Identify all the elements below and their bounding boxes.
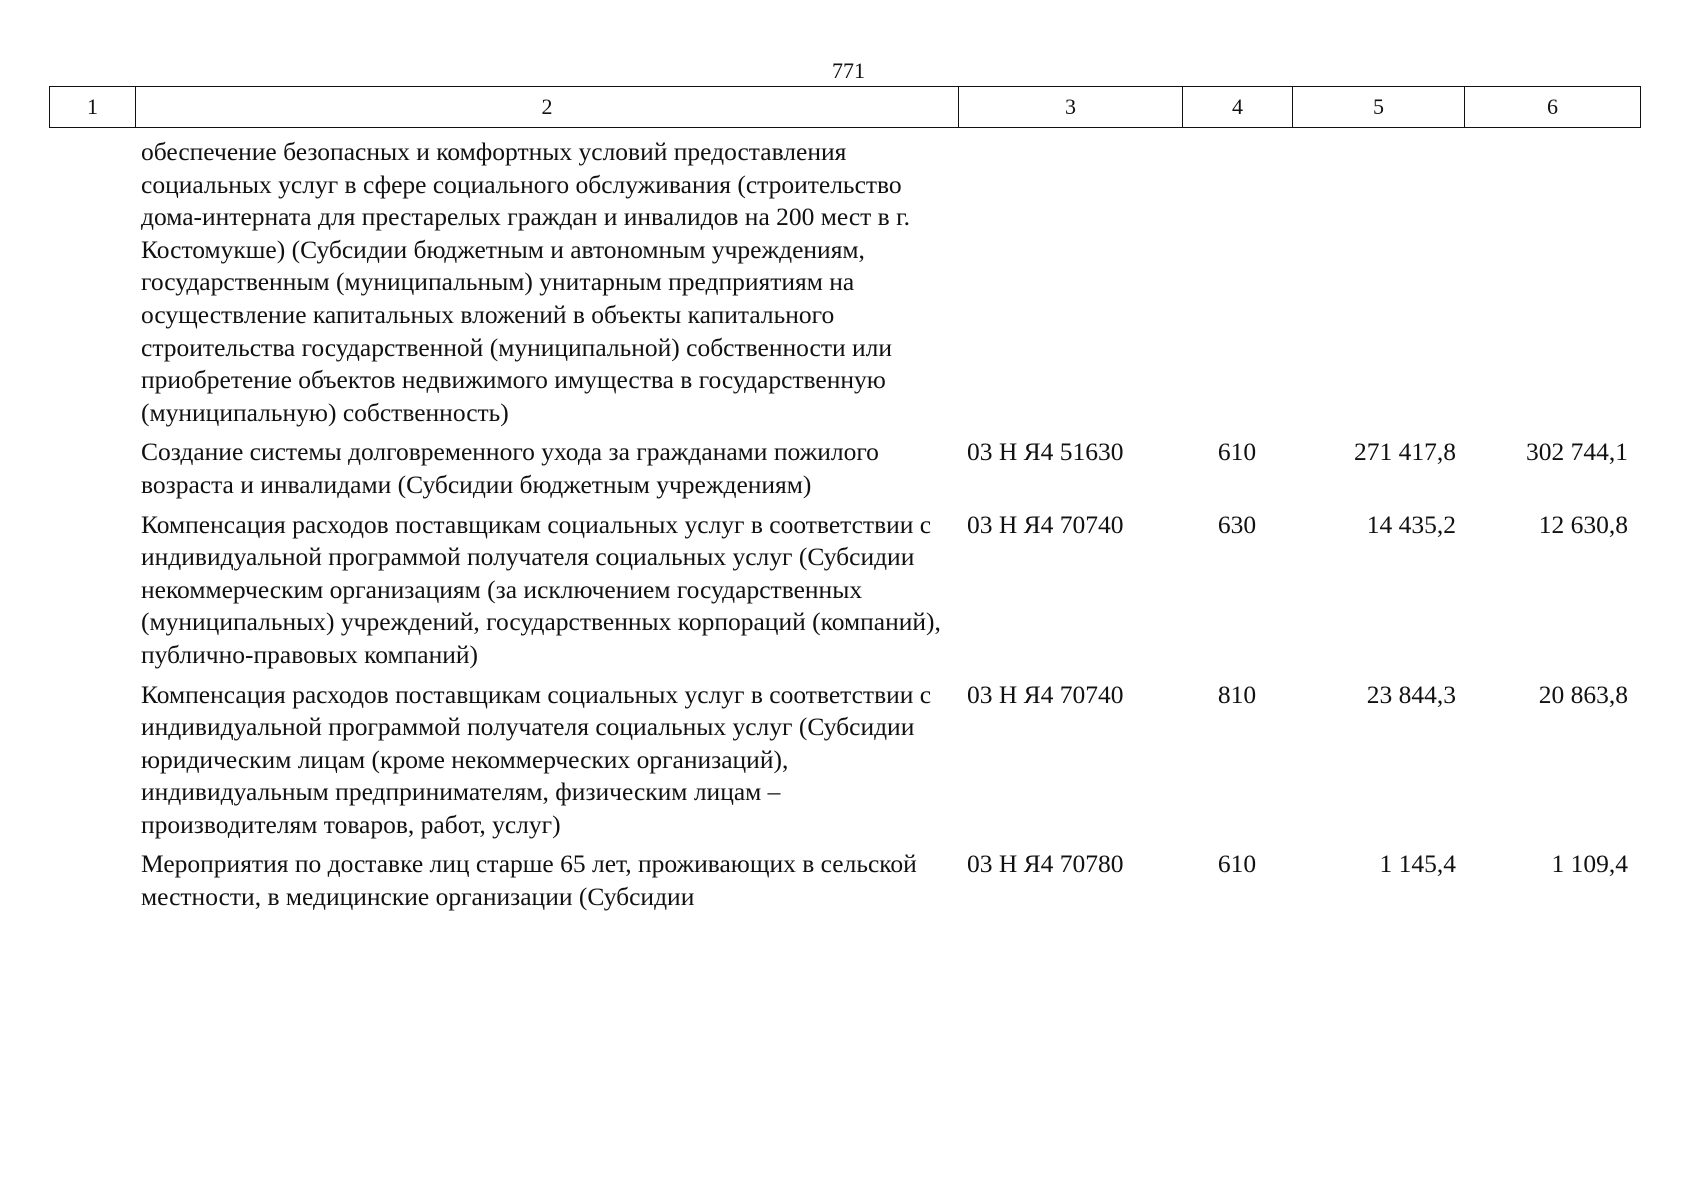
row-amount-col6: 12 630,8 xyxy=(1538,509,1628,539)
row-number-cell xyxy=(49,509,135,672)
table-row xyxy=(49,509,1640,672)
row-number-cell xyxy=(49,436,135,501)
row-amount-col5: 271 417,8 xyxy=(1354,437,1456,467)
column-header-2: 2 xyxy=(136,87,959,128)
row-description: Создание системы долговременного ухода за гражданами пожилого возраста и инвалидами (Субсидии бюджетным учреждениям) xyxy=(141,437,879,499)
row-amount-col6: 1 109,4 xyxy=(1551,849,1628,879)
row-expense-type xyxy=(1182,136,1292,429)
row-target-code: 03 Н Я4 70780 xyxy=(967,849,1124,879)
table-row xyxy=(49,679,1640,842)
table-row xyxy=(49,136,1640,429)
row-description: Мероприятия по доставке лиц старше 65 лет, проживающих в сельской местности, в медицинские организации (Субсидии xyxy=(141,849,917,912)
table-body xyxy=(49,136,1640,921)
column-header-5: 5 xyxy=(1293,87,1465,128)
table-row xyxy=(49,848,1640,913)
row-target-code xyxy=(958,136,1182,429)
column-header-1: 1 xyxy=(50,87,136,128)
row-expense-type: 630 xyxy=(1217,509,1257,539)
row-target-code: 03 Н Я4 70740 xyxy=(967,509,1124,539)
row-expense-type: 810 xyxy=(1217,679,1257,709)
row-target-code: 03 Н Я4 70740 xyxy=(967,679,1124,709)
row-amount-col5: 1 145,4 xyxy=(1379,849,1456,879)
row-amount-col6: 302 744,1 xyxy=(1526,437,1628,467)
row-target-code: 03 Н Я4 51630 xyxy=(967,437,1124,467)
row-amount-col5: 23 844,3 xyxy=(1366,679,1456,709)
column-header-6: 6 xyxy=(1465,87,1641,128)
page-number: 771 xyxy=(832,58,865,83)
row-expense-type: 610 xyxy=(1217,849,1257,879)
row-amount-col5 xyxy=(1292,136,1464,429)
row-amount-col5: 14 435,2 xyxy=(1366,509,1456,539)
column-header-table xyxy=(49,86,1641,128)
row-number-cell xyxy=(49,679,135,842)
row-description: обеспечение безопасных и комфортных условий предоставления социальных услуг в сфере социального обслуживания (строительство дома-интерната для престарелых граждан и инвалидов на 200 мест в г. Костомукше) (Субсидии бюджетным и автономным учреждениям, государственным (муниципальным) унитарным предприятиям на осуществление капитальных вложений в объекты капитального строительства государственной (муниципальной) собственности или приобретение объектов недвижимого имущества в государственную (муниципальную) собственность) xyxy=(141,137,911,427)
table-row xyxy=(49,436,1640,501)
row-description: Компенсация расходов поставщикам социальных услуг в соответствии с индивидуальной программой получателя социальных услуг (Субсидии юридическим лицам (кроме некоммерческих организаций), индивидуальным предпринимателям, физическим лицам – производителям товаров, работ, услуг) xyxy=(141,679,932,839)
row-amount-col6: 20 863,8 xyxy=(1538,679,1628,709)
row-number-cell xyxy=(49,136,135,429)
row-expense-type: 610 xyxy=(1217,437,1257,467)
row-amount-col6 xyxy=(1464,136,1636,429)
column-header-4: 4 xyxy=(1183,87,1293,128)
column-header-3: 3 xyxy=(959,87,1183,128)
row-description: Компенсация расходов поставщикам социальных услуг в соответствии с индивидуальной программой получателя социальных услуг (Субсидии некоммерческим организациям (за исключением государственных (муниципальных) учреждений, государственных корпораций (компаний), публично-правовых компаний) xyxy=(141,509,941,669)
column-header-row xyxy=(50,87,1641,128)
row-number-cell xyxy=(49,848,135,913)
